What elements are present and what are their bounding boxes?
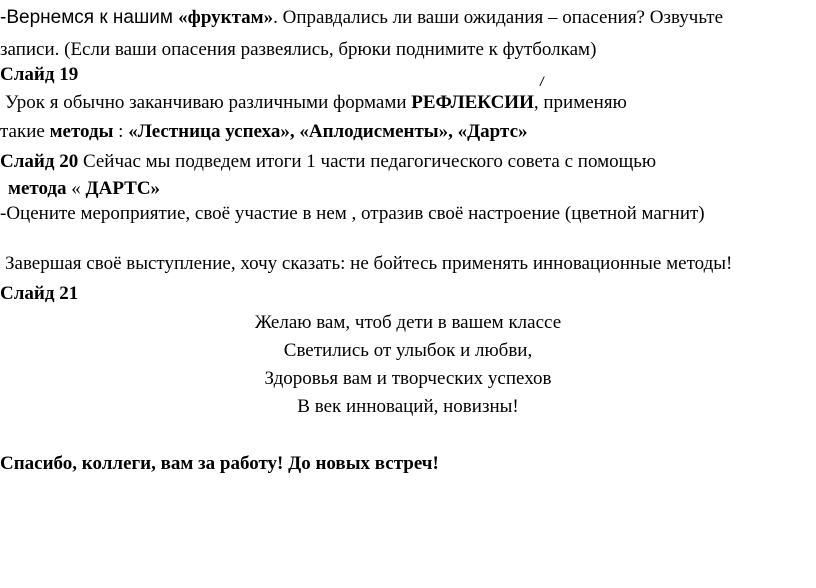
thanks-line: Спасибо, коллеги, вам за работу! До новых встреч! [0,453,439,474]
closing-statement: Завершая своё выступление, хочу сказать: не бойтесь применять инновационные методы! [5,253,733,274]
paragraph-intro-line1: -Вернемся к нашим «фруктам». Оправдались ли ваши ожидания – опасения? Озвучьте [0,7,724,28]
slide-19-line1: Урок я обычно заканчиваю различными формами РЕФЛЕКСИИ, применяю [5,92,627,113]
slide-20-line1: Слайд 20 Сейчас мы подведем итоги 1 части педагогического совета с помощью [0,151,657,172]
poem-line: В век инноваций, новизны! [297,396,519,417]
poem-line: Желаю вам, чтоб дети в вашем классе [254,312,562,333]
slide-20-line2: метода « ДАРТС» [8,178,161,199]
slide-19-line2: такие методы : «Лестница успеха», «Аплодисменты», «Дартс» [0,121,528,142]
slide-21-heading: Слайд 21 [0,283,79,304]
poem-line: Светились от улыбок и любви, [283,340,533,361]
slide-20-line3: -Оцените мероприятие, своё участие в нем , отразив своё настроение (цветной магнит) [0,203,705,224]
paragraph-intro-line2: записи. (Если ваши опасения развеялись, брюки поднимите к футболкам) [0,39,597,60]
stray-mark: / [540,74,544,89]
slide-19-heading: Слайд 19 [0,64,79,85]
poem-line: Здоровья вам и творческих успехов [264,368,552,389]
